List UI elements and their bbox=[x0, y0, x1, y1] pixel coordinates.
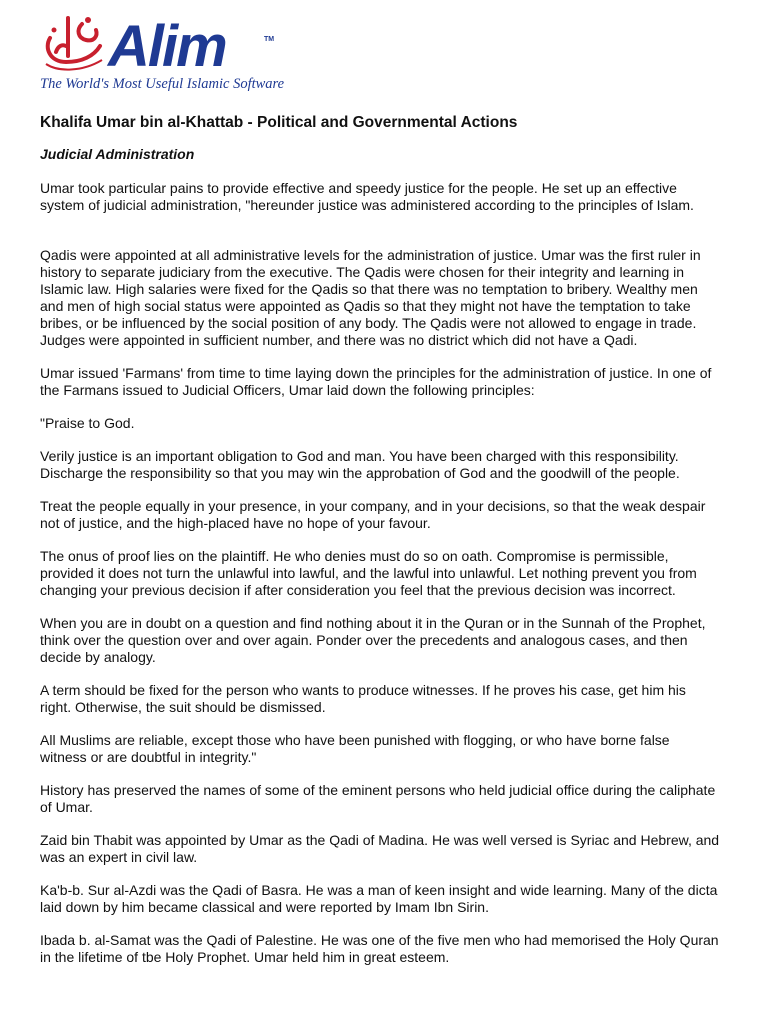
paragraph: Qadis were appointed at all administrative levels for the administration of justice. Umar was the first ruler in history to separate judiciary from the executive. The Qadis were chosen for their integrity and learning in Islamic law. High salaries were fixed for the Qadis so that there was no temptation to bribery. Wealthy men and men of high social status were appointed as Qadis so that they might not have the temptation to take bribes, or be influenced by the social position of any body. The Qadis were not allowed to engage in trade. Judges were appointed in sufficient number, and there was no district which did not have a Qadi. bbox=[40, 247, 701, 348]
paragraph: History has preserved the names of some of the eminent persons who held judicial office during the caliphate of Umar. bbox=[40, 782, 716, 815]
paragraph: All Muslims are reliable, except those who have been punished with flogging, or who have borne false witness or are doubtful in integrity." bbox=[40, 732, 670, 765]
paragraph: Umar took particular pains to provide effective and speedy justice for the people. He set up an effective system of judicial administration, "hereunder justice was administered according to the principles of Islam. bbox=[40, 180, 694, 213]
section-heading: Judicial Administration bbox=[40, 146, 195, 162]
document-title: Khalifa Umar bin al-Khattab - Political and Governmental Actions bbox=[40, 114, 518, 131]
document-content bbox=[40, 114, 720, 982]
paragraph: A term should be fixed for the person who wants to produce witnesses. If he proves his case, get him his right. Otherwise, the suit should be dismissed. bbox=[40, 682, 686, 715]
paragraph: The onus of proof lies on the plaintiff. He who denies must do so on oath. Compromise is permissible, provided it does not turn the unlawful into lawful, and the lawful into unlawful. Let nothing prevent you from changing your previous decision if after consideration you feel that the previous decision was incorrect. bbox=[40, 548, 697, 598]
paragraph: Ka'b-b. Sur al-Azdi was the Qadi of Basra. He was a man of keen insight and wide learning. Many of the dicta laid down by him became classical and were reported by Imam Ibn Sirin. bbox=[40, 882, 718, 915]
logo-tagline: The World's Most Useful Islamic Software bbox=[40, 76, 285, 92]
paragraph: Treat the people equally in your presence, in your company, and in your decisions, so that the weak despair not of justice, and the high-placed have no hope of your favour. bbox=[40, 498, 706, 531]
paragraph: When you are in doubt on a question and find nothing about it in the Quran or in the Sunnah of the Prophet, think over the question over and over again. Ponder over the precedents and analogous cases, and then decide by analogy. bbox=[40, 615, 706, 665]
alim-logo bbox=[38, 12, 288, 96]
logo-trademark: TM bbox=[264, 36, 275, 43]
paragraph: Ibada b. al-Samat was the Qadi of Palestine. He was one of the five men who had memorised the Holy Quran in the lifetime of tbe Holy Prophet. Umar held him in great esteem. bbox=[40, 932, 719, 965]
paragraph: Umar issued 'Farmans' from time to time laying down the principles for the administration of justice. In one of the Farmans issued to Judicial Officers, Umar laid down the following principles: bbox=[40, 365, 712, 398]
paragraph: Zaid bin Thabit was appointed by Umar as the Qadi of Madina. He was well versed is Syriac and Hebrew, and was an expert in civil law. bbox=[40, 832, 720, 865]
arabic-calligraphy-icon bbox=[38, 12, 118, 78]
logo-wordmark: Alim bbox=[108, 14, 226, 79]
paragraph: Verily justice is an important obligation to God and man. You have been charged with this responsibility. Discharge the responsibility so that you may win the approbation of God and the goodwill of the people. bbox=[40, 448, 680, 481]
paragraph: "Praise to God. bbox=[40, 415, 135, 431]
